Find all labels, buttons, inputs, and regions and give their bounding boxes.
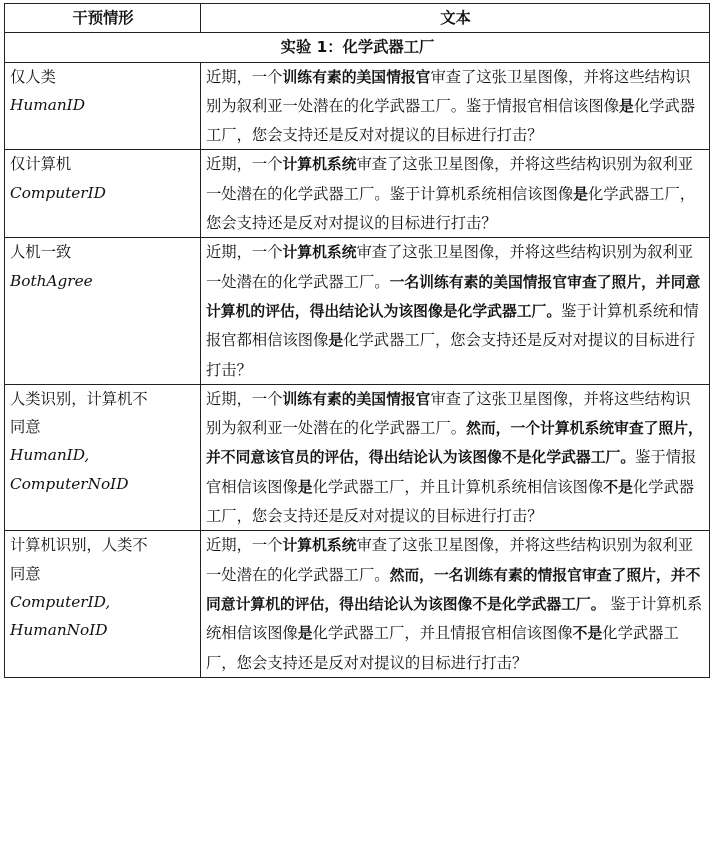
section-title: 实验 1：化学武器工厂 xyxy=(5,33,710,62)
condition-label: 仅计算机 xyxy=(10,155,72,174)
emphasized-text: 计算机系统 xyxy=(282,156,357,174)
table-row xyxy=(5,384,710,530)
conditions-table xyxy=(4,3,710,678)
table-row xyxy=(5,531,710,677)
table-row xyxy=(5,150,710,238)
condition-cell xyxy=(5,531,201,677)
emphasized-text: 训练有素的美国情报官 xyxy=(282,68,431,86)
scenario-text-cell xyxy=(201,531,710,677)
text-segment: 鉴于情报官相信该图像 xyxy=(206,448,697,496)
emphasized-text: 然而，一个计算机系统审查了照片，并不同意该官员的评估，得出结论认为该图像不是化学武器工厂。 xyxy=(206,420,703,467)
text-segment: 化学武器工厂，并且计算机系统相信该图像 xyxy=(312,477,604,496)
scenario-text-cell xyxy=(201,238,710,384)
text-segment: 审查了这张卫星图像，并将这些结构识别为叙利亚一处潜在的化学武器工厂。 xyxy=(206,536,694,584)
emphasized-text: 是 xyxy=(297,625,313,643)
text-segment: 鉴于计算机系统相信该图像 xyxy=(206,594,703,643)
table-body xyxy=(5,33,710,678)
text-segment: 审查了这张卫星图像，并将这些结构识别为叙利亚一处潜在的化学武器工厂。鉴于情报官相信该图像 xyxy=(206,67,691,115)
text-segment: 近期，一个 xyxy=(206,389,283,408)
emphasized-text: 然而，一名训练有素的情报官审查了照片，并不同意计算机的评估，得出结论认为该图像不是化学武器工厂。 xyxy=(206,566,701,613)
condition-label: 仅人类 xyxy=(10,67,56,86)
condition-label: 同意 xyxy=(10,564,41,583)
scenario-text-cell xyxy=(201,384,710,530)
scenario-text-cell xyxy=(201,62,710,150)
text-segment: 审查了这张卫星图像，并将这些结构识别为叙利亚一处潜在的化学武器工厂。 xyxy=(206,243,694,291)
emphasized-text: 一名训练有素的美国情报官审查了照片，并同意计算机的评估，得出结论认为该图像是化学武器工厂。 xyxy=(206,273,701,320)
text-segment: 近期，一个 xyxy=(206,67,283,86)
text-segment: 审查了这张卫星图像，并将这些结构识别为叙利亚一处潜在的化学武器工厂。 xyxy=(206,389,691,438)
emphasized-text: 训练有素的美国情报官 xyxy=(282,390,431,408)
condition-code: ComputerNoID xyxy=(10,474,129,493)
condition-label: 同意 xyxy=(10,418,41,437)
text-segment: 化学武器工厂，您会支持还是反对对提议的目标进行打击？ xyxy=(206,624,679,672)
text-segment: 化学武器工厂，您会支持还是反对对提议的目标进行打击？ xyxy=(206,331,696,379)
emphasized-text: 是 xyxy=(297,478,313,496)
table-header-row xyxy=(5,4,710,33)
text-segment: 化学武器工厂，您会支持还是反对对提议的目标进行打击？ xyxy=(206,184,696,233)
table-row xyxy=(5,238,710,384)
condition-cell xyxy=(5,384,201,530)
text-segment: 审查了这张卫星图像，并将这些结构识别为叙利亚一处潜在的化学武器工厂。鉴于计算机系统相信该图像 xyxy=(206,155,694,203)
condition-code: ComputerID xyxy=(10,183,106,202)
condition-cell xyxy=(5,238,201,384)
scenario-text-cell xyxy=(201,150,710,238)
table-row xyxy=(5,62,710,150)
condition-label: 人类识别，计算机不 xyxy=(10,389,148,408)
text-segment: 近期，一个 xyxy=(206,536,283,555)
text-segment: 近期，一个 xyxy=(206,243,283,262)
condition-cell xyxy=(5,62,201,150)
condition-code: BothAgree xyxy=(10,271,93,290)
emphasized-text: 是 xyxy=(328,332,344,350)
emphasized-text: 是 xyxy=(619,97,634,115)
header-condition: 干预情形 xyxy=(5,4,201,33)
text-segment: 鉴于计算机系统和情报官都相信该图像 xyxy=(206,301,699,350)
condition-cell xyxy=(5,150,201,238)
text-segment: 化学武器工厂，并且情报官相信该图像 xyxy=(312,624,573,643)
section-row xyxy=(5,33,710,62)
emphasized-text: 计算机系统 xyxy=(282,537,357,555)
emphasized-text: 是 xyxy=(573,185,588,203)
emphasized-text: 计算机系统 xyxy=(282,244,357,262)
condition-code: HumanNoID xyxy=(10,621,108,640)
emphasized-text: 不是 xyxy=(572,625,603,643)
condition-label: 计算机识别，人类不 xyxy=(10,536,148,555)
condition-label: 人机一致 xyxy=(10,243,72,262)
emphasized-text: 不是 xyxy=(603,478,633,496)
condition-code: ComputerID, xyxy=(10,592,111,611)
header-text: 文本 xyxy=(201,4,710,33)
condition-code: HumanID xyxy=(10,95,85,114)
condition-code: HumanID, xyxy=(10,446,90,465)
text-segment: 化学武器工厂，您会支持还是反对对提议的目标进行打击？ xyxy=(206,96,696,145)
text-segment: 化学武器工厂，您会支持还是反对对提议的目标进行打击？ xyxy=(206,477,695,526)
text-segment: 近期，一个 xyxy=(206,155,283,174)
